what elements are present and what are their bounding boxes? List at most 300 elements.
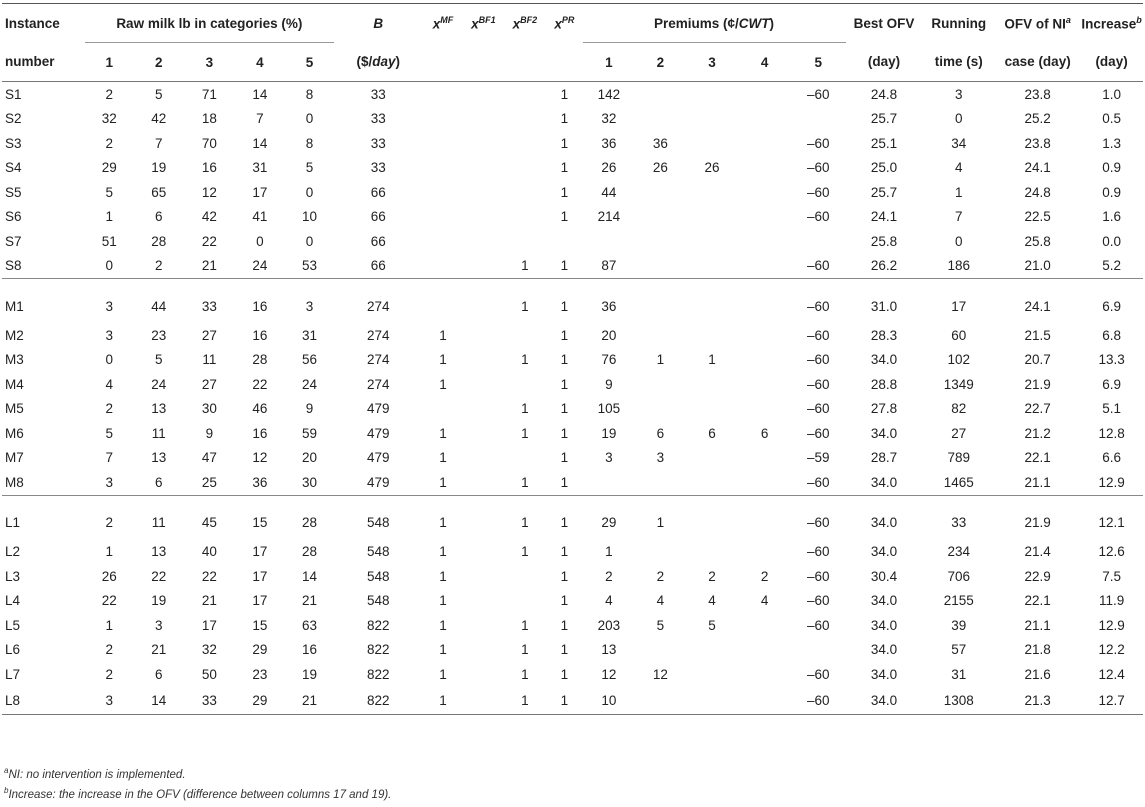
table-cell: 56 — [301, 352, 317, 368]
table-cell: 22.7 — [1024, 401, 1051, 417]
table-cell: 47 — [201, 450, 217, 466]
instance-id-cell: L2 — [5, 544, 21, 560]
footnote-b: $^b$Increase: the increase in the OFV (difference between columns 17 and 19). — [4, 786, 392, 801]
table-cell: 21.4 — [1024, 544, 1051, 560]
col-header-prem-2: 2 — [635, 43, 686, 82]
table-cell: 66 — [370, 258, 386, 274]
table-cell: 66 — [370, 233, 386, 249]
table-cell — [504, 82, 546, 107]
table-cell: 7.5 — [1102, 568, 1121, 584]
table-cell: 1 — [560, 184, 569, 200]
table-row — [2, 180, 1143, 205]
table-cell: 0 — [305, 111, 314, 127]
table-cell: 32 — [201, 642, 217, 658]
table-cell: 34.0 — [870, 617, 898, 633]
table-cell: 479 — [366, 450, 390, 466]
table-cell: 1 — [560, 568, 569, 584]
table-cell: 36 — [583, 279, 636, 324]
table-cell: 5.2 — [1102, 258, 1121, 274]
table-cell: 1.6 — [1102, 209, 1121, 225]
table-cell: 39 — [951, 617, 967, 633]
table-cell: 34 — [951, 135, 967, 151]
table-cell: 34.0 — [870, 425, 898, 441]
table-cell — [738, 254, 791, 279]
table-cell: 17 — [201, 617, 217, 633]
table-cell: 27 — [951, 425, 967, 441]
col-header-prem-5: 5 — [791, 43, 846, 82]
table-cell: 274 — [366, 376, 390, 392]
table-cell: –60 — [806, 258, 830, 274]
table-cell — [738, 397, 791, 422]
table-cell: 57 — [951, 642, 967, 658]
table-cell: 21 — [201, 258, 217, 274]
table-cell: 27 — [201, 376, 217, 392]
table-cell: 12 — [252, 450, 268, 466]
table-cell: 42 — [151, 111, 167, 127]
results-table — [2, 3, 1143, 715]
table-cell: 26.2 — [870, 258, 898, 274]
table-cell — [504, 180, 546, 205]
table-cell: 21.2 — [1024, 425, 1051, 441]
table-cell: 2 — [760, 568, 769, 584]
table-cell: 0.0 — [1102, 233, 1121, 249]
table-cell: 6.9 — [1080, 279, 1143, 324]
table-cell: 2 — [105, 642, 113, 658]
instance-id-cell: L7 — [5, 666, 21, 682]
table-cell — [423, 397, 463, 422]
table-cell: 28.7 — [870, 450, 898, 466]
table-cell — [686, 662, 739, 687]
table-cell: 17 — [922, 279, 995, 324]
table-cell: 102 — [947, 352, 971, 368]
table-cell: 12.7 — [1080, 687, 1143, 715]
table-cell: 25 — [201, 474, 217, 490]
table-cell: 24 — [252, 258, 268, 274]
col-header-best-ofv: Best OFV — [846, 4, 923, 43]
table-cell — [738, 156, 791, 181]
table-cell: 22.5 — [1024, 209, 1051, 225]
table-cell: 1 — [423, 687, 463, 715]
table-cell: 1 — [560, 376, 569, 392]
table-cell: 1 — [560, 642, 569, 658]
table-cell — [423, 180, 463, 205]
table-row — [2, 589, 1143, 614]
table-cell: 203 — [597, 617, 621, 633]
col-header-instance: Instance — [2, 4, 85, 43]
table-cell — [635, 372, 686, 397]
table-cell: 33 — [370, 135, 386, 151]
instance-id-cell: L1 — [2, 495, 85, 540]
table-cell: 6.6 — [1102, 450, 1121, 466]
table-cell: 1 — [560, 135, 569, 151]
table-cell: –60 — [806, 474, 830, 490]
table-cell: –60 — [806, 209, 830, 225]
table-cell: 4 — [760, 593, 769, 609]
table-cell: 548 — [334, 495, 423, 540]
table-cell: 14 — [133, 687, 184, 715]
table-cell: 34.0 — [870, 642, 898, 658]
table-cell — [463, 348, 503, 373]
table-cell: 2155 — [943, 593, 974, 609]
instance-id-cell: M1 — [2, 279, 85, 324]
table-cell: 12.2 — [1098, 642, 1125, 658]
table-cell — [423, 254, 463, 279]
instance-id-cell: S4 — [5, 160, 22, 176]
table-cell: 1 — [656, 352, 665, 368]
table-cell: 24 — [151, 376, 167, 392]
table-cell: 2 — [155, 258, 163, 274]
table-cell: 19 — [151, 593, 167, 609]
table-cell — [423, 229, 463, 254]
table-cell: 1 — [546, 279, 582, 324]
table-cell: 23 — [151, 327, 167, 343]
table-cell: 3 — [105, 327, 113, 343]
table-cell — [463, 131, 503, 156]
table-cell — [738, 446, 791, 471]
table-cell: 3 — [605, 450, 613, 466]
table-cell — [463, 229, 503, 254]
table-row — [2, 131, 1143, 156]
table-cell: 30 — [201, 401, 217, 417]
table-cell — [463, 372, 503, 397]
table-cell: 0 — [305, 233, 314, 249]
table-cell: 1 — [560, 209, 569, 225]
table-cell: 25.8 — [1024, 233, 1051, 249]
table-cell: 29 — [583, 495, 636, 540]
table-cell: 1 — [521, 666, 529, 682]
table-cell: 50 — [201, 666, 217, 682]
table-cell: 5 — [305, 160, 314, 176]
table-cell: 25.1 — [870, 135, 898, 151]
table-cell: 16 — [252, 327, 268, 343]
table-cell: 0 — [256, 233, 264, 249]
table-cell: 82 — [951, 401, 967, 417]
table-cell: 4 — [605, 593, 613, 609]
table-cell — [635, 205, 686, 230]
table-cell: 822 — [366, 617, 390, 633]
table-cell: 25.7 — [870, 184, 898, 200]
table-cell: 4 — [656, 593, 665, 609]
table-cell — [463, 397, 503, 422]
table-cell: 51 — [101, 233, 117, 249]
table-cell: 21.8 — [1024, 642, 1051, 658]
col-header-empty — [463, 43, 503, 82]
table-cell: 34.0 — [846, 495, 923, 540]
table-cell: 5 — [656, 617, 665, 633]
table-cell — [504, 323, 546, 348]
table-cell: 12.4 — [1098, 666, 1125, 682]
instance-id-cell: L8 — [2, 687, 85, 715]
table-row — [2, 372, 1143, 397]
table-cell — [635, 107, 686, 132]
table-cell: 12 — [601, 666, 617, 682]
table-cell: 789 — [947, 450, 971, 466]
table-cell: 59 — [301, 425, 317, 441]
table-cell — [463, 446, 503, 471]
table-cell: 5 — [708, 617, 716, 633]
table-cell: 16 — [235, 279, 286, 324]
table-cell: 28 — [301, 544, 317, 560]
table-cell: 22.9 — [1024, 568, 1051, 584]
table-cell: 1 — [560, 111, 569, 127]
col-header-increase-unit: (day) — [1080, 43, 1143, 82]
table-cell: 1 — [521, 258, 529, 274]
table-row — [2, 446, 1143, 471]
table-row — [2, 82, 1143, 107]
table-cell: 25.0 — [870, 160, 898, 176]
table-cell: 0.9 — [1102, 184, 1121, 200]
header-row-2 — [2, 43, 1143, 82]
table-cell — [504, 107, 546, 132]
table-cell — [504, 156, 546, 181]
col-header-prem-1: 1 — [583, 43, 636, 82]
table-cell: 4 — [708, 593, 716, 609]
table-cell — [463, 107, 503, 132]
table-cell: 29 — [235, 687, 286, 715]
table-cell: 34.0 — [870, 666, 898, 682]
col-header-running: Running — [922, 4, 995, 43]
table-cell: 21.9 — [1024, 376, 1051, 392]
table-cell: 1308 — [922, 687, 995, 715]
table-cell — [686, 687, 739, 715]
table-cell — [738, 687, 791, 715]
table-cell: 9 — [205, 425, 214, 441]
table-cell — [686, 229, 739, 254]
table-cell: 28 — [285, 495, 334, 540]
table-row — [2, 564, 1143, 589]
table-cell — [791, 107, 846, 132]
table-cell: 17 — [252, 184, 268, 200]
table-cell: 1 — [560, 86, 569, 102]
table-cell: –60 — [806, 568, 830, 584]
table-cell: 14 — [252, 86, 268, 102]
table-cell: –60 — [791, 495, 846, 540]
table-cell: 66 — [370, 184, 386, 200]
table-cell: 105 — [597, 401, 621, 417]
table-body — [2, 82, 1143, 715]
table-cell: –60 — [806, 327, 830, 343]
table-cell — [463, 180, 503, 205]
table-cell: 24 — [301, 376, 317, 392]
table-row — [2, 156, 1143, 181]
table-cell: 33 — [370, 160, 386, 176]
table-cell: 1 — [439, 327, 447, 343]
table-cell — [686, 82, 739, 107]
table-cell: 18 — [201, 111, 217, 127]
table-cell: 30.4 — [870, 568, 898, 584]
table-cell: 21.9 — [995, 495, 1080, 540]
col-header-running-unit: time (s) — [922, 43, 995, 82]
table-cell: 1465 — [943, 474, 974, 490]
table-cell — [463, 540, 503, 565]
table-cell — [738, 348, 791, 373]
table-row — [2, 323, 1143, 348]
col-header-empty — [423, 43, 463, 82]
table-cell: 26 — [101, 568, 117, 584]
table-cell: 274 — [334, 279, 423, 324]
table-cell: 1 — [439, 593, 447, 609]
table-cell: 1.0 — [1102, 86, 1121, 102]
table-cell: 1 — [560, 544, 569, 560]
table-row — [2, 687, 1143, 715]
table-cell: –60 — [806, 617, 830, 633]
table-cell — [463, 156, 503, 181]
table-cell: 6 — [656, 425, 665, 441]
table-cell: 1 — [521, 425, 529, 441]
table-cell: 32 — [101, 111, 117, 127]
table-cell: 274 — [366, 352, 390, 368]
table-cell: 6 — [155, 209, 163, 225]
table-cell: 25.2 — [1024, 111, 1051, 127]
table-cell: 17 — [252, 593, 268, 609]
table-cell: 19 — [301, 666, 317, 682]
table-cell: 822 — [366, 666, 390, 682]
table-cell — [504, 131, 546, 156]
table-cell: 1 — [521, 474, 529, 490]
table-cell: 822 — [334, 687, 423, 715]
table-cell: 1 — [439, 666, 447, 682]
table-cell: 9 — [305, 401, 314, 417]
table-cell — [791, 638, 846, 663]
table-cell: –60 — [806, 86, 830, 102]
instance-id-cell: S1 — [5, 86, 22, 102]
table-cell: 13 — [151, 401, 167, 417]
table-row — [2, 540, 1143, 565]
table-cell — [738, 638, 791, 663]
table-cell — [738, 540, 791, 565]
table-cell: 0 — [105, 258, 113, 274]
instance-id-cell: S5 — [5, 184, 22, 200]
table-cell: 13 — [151, 544, 167, 560]
table-cell: –60 — [806, 401, 830, 417]
table-row — [2, 254, 1143, 279]
table-cell: –60 — [806, 425, 830, 441]
col-header-raw-milk: Raw milk lb in categories (%) — [85, 4, 334, 43]
table-cell: 0 — [105, 352, 113, 368]
col-header-x-bf1: $x^{BF1}$ — [463, 4, 503, 43]
table-cell — [738, 205, 791, 230]
table-cell: 28 — [252, 352, 268, 368]
table-cell: 548 — [366, 593, 390, 609]
table-cell: 25.8 — [870, 233, 898, 249]
instance-id-cell: S7 — [5, 233, 22, 249]
table-cell — [738, 180, 791, 205]
table-cell: 822 — [366, 642, 390, 658]
table-cell: 21 — [151, 642, 167, 658]
table-cell — [791, 229, 846, 254]
table-cell: 1 — [560, 160, 569, 176]
table-cell — [423, 107, 463, 132]
table-cell — [738, 372, 791, 397]
table-cell: 14 — [252, 135, 268, 151]
col-header-cat-1: 1 — [85, 43, 134, 82]
table-cell: 22 — [151, 568, 167, 584]
table-cell: 33 — [184, 687, 235, 715]
table-cell: –60 — [791, 687, 846, 715]
table-cell — [686, 495, 739, 540]
table-cell: 1 — [439, 544, 447, 560]
table-cell: 15 — [252, 617, 268, 633]
table-cell: 34.0 — [846, 687, 923, 715]
table-cell: 12 — [652, 666, 668, 682]
table-cell: –60 — [791, 279, 846, 324]
table-cell — [504, 564, 546, 589]
table-cell: 12.1 — [1080, 495, 1143, 540]
col-header-prem-4: 4 — [738, 43, 791, 82]
table-cell: 5 — [155, 86, 163, 102]
table-cell — [686, 372, 739, 397]
table-cell: 19 — [601, 425, 617, 441]
table-cell — [686, 446, 739, 471]
table-cell: 76 — [601, 352, 617, 368]
col-header-b-unit: ($/day) — [334, 43, 423, 82]
table-cell: 142 — [597, 86, 621, 102]
table-cell: 22 — [101, 593, 117, 609]
table-cell: 21.5 — [1024, 327, 1051, 343]
table-cell: 1 — [521, 544, 529, 560]
table-row — [2, 229, 1143, 254]
col-header-b: B — [334, 4, 423, 43]
table-cell: 1 — [504, 495, 546, 540]
instance-id-cell: M4 — [5, 376, 24, 392]
table-cell: 19 — [151, 160, 167, 176]
table-cell — [583, 470, 636, 495]
table-cell — [686, 638, 739, 663]
table-cell: 21 — [301, 593, 317, 609]
table-cell: 1 — [560, 401, 569, 417]
instance-id-cell: S2 — [5, 111, 22, 127]
table-cell — [463, 589, 503, 614]
table-cell: 1 — [105, 544, 113, 560]
table-cell: –60 — [806, 160, 830, 176]
table-cell: 0 — [955, 233, 963, 249]
col-header-empty — [504, 43, 546, 82]
table-cell: 2 — [105, 86, 113, 102]
table-cell: 6.9 — [1102, 376, 1121, 392]
table-cell: 1 — [521, 617, 529, 633]
table-cell: 23.8 — [1024, 86, 1051, 102]
table-cell — [463, 495, 503, 540]
table-cell: 22.1 — [1024, 450, 1051, 466]
table-cell: 8 — [305, 135, 314, 151]
table-cell: 3 — [85, 279, 134, 324]
table-cell: 1 — [439, 450, 447, 466]
col-header-cat-2: 2 — [133, 43, 184, 82]
instance-id-cell: M3 — [5, 352, 24, 368]
table-cell — [738, 107, 791, 132]
table-cell: 6.8 — [1102, 327, 1121, 343]
table-row — [2, 348, 1143, 373]
table-cell: 7 — [256, 111, 264, 127]
table-cell: 1 — [605, 544, 613, 560]
table-cell: 1 — [560, 593, 569, 609]
table-cell: 2 — [105, 135, 113, 151]
table-cell: 1 — [560, 617, 569, 633]
col-header-premiums: Premiums (¢/CWT) — [583, 4, 846, 43]
instance-id-cell: M7 — [5, 450, 24, 466]
table-cell: 11 — [133, 495, 184, 540]
col-header-x-bf2: $x^{BF2}$ — [504, 4, 546, 43]
table-cell: 0.9 — [1102, 160, 1121, 176]
table-cell — [635, 180, 686, 205]
table-cell: 1.3 — [1102, 135, 1121, 151]
table-cell: –60 — [806, 184, 830, 200]
table-cell: 28 — [151, 233, 167, 249]
table-cell: 1 — [521, 401, 529, 417]
table-cell: 21.1 — [1024, 474, 1051, 490]
table-cell: 42 — [201, 209, 217, 225]
table-cell: 2 — [656, 568, 665, 584]
